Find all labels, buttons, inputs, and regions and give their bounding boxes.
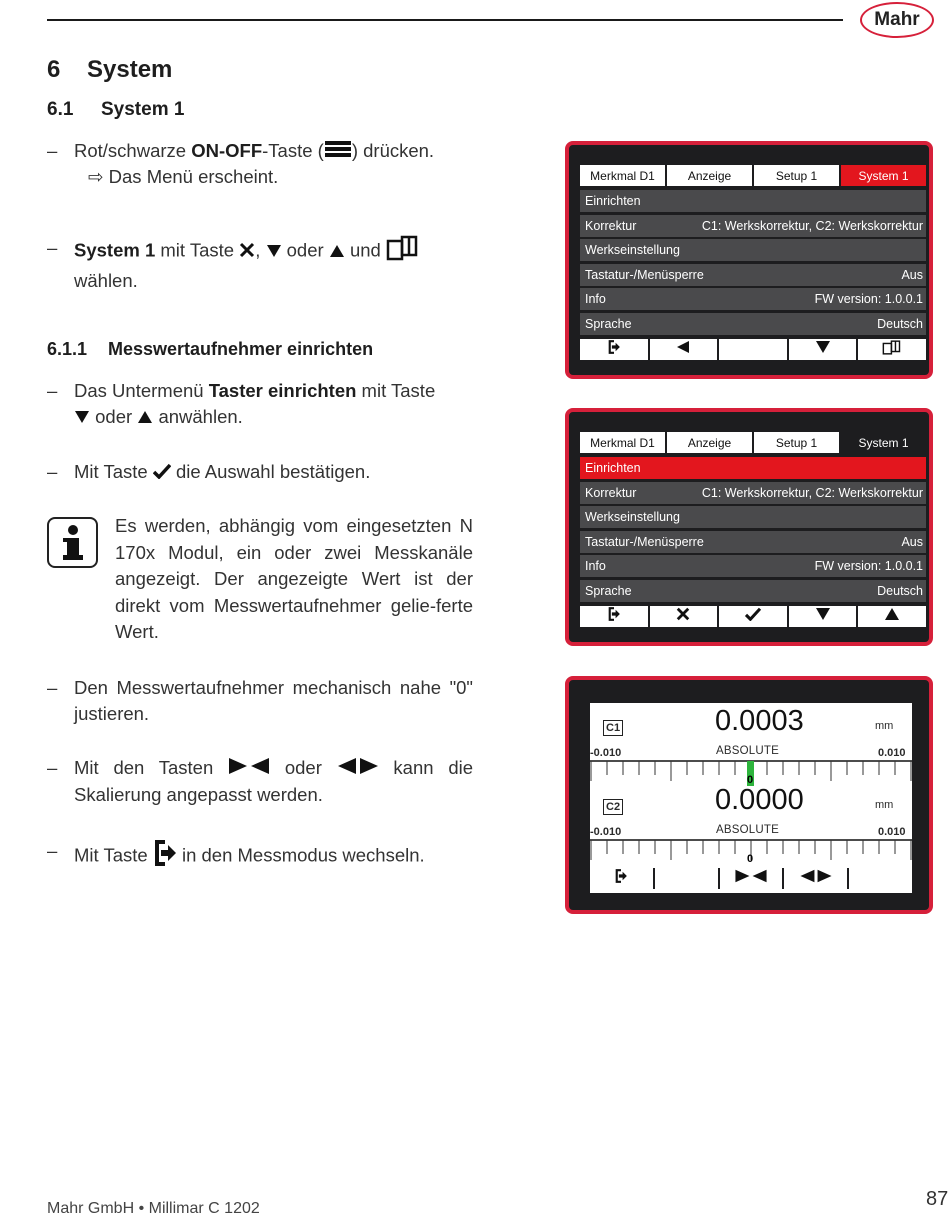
menu-icon [324,139,352,166]
softkey-left[interactable] [650,339,718,360]
step-text: Mit Taste [74,461,153,482]
exit-icon [153,838,177,875]
left-triangle-icon [676,340,690,359]
tab-anzeige[interactable]: Anzeige [667,165,752,186]
step-dash: – [47,140,58,161]
widen-icon [337,756,379,782]
softkey-cancel[interactable] [650,606,718,627]
exit-icon [614,868,628,889]
step-text: oder [270,757,337,778]
row-label: Sprache [585,583,632,598]
menu-row-einrichten[interactable] [580,190,926,212]
section-heading [47,56,172,84]
softkey-blank[interactable] [849,868,912,889]
row-value: FW version: 1.0.0.1 [814,559,923,573]
step-bold: ON-OFF [191,140,263,161]
down-triangle-icon [815,607,831,626]
step-text: mit Taste [155,239,240,261]
row-label: Einrichten [585,194,641,208]
row-value: Aus [901,534,923,549]
row-value: Deutsch [877,316,923,331]
step-dash: – [47,840,58,861]
softkey-bar [590,868,912,889]
channel-1-max: 0.010 [878,747,906,759]
up-triangle-icon [137,405,153,431]
softkey-bar [580,606,926,627]
softkey-down[interactable] [789,606,857,627]
result-arrow-icon: ⇨ [88,166,104,187]
step-measure-mode [47,838,473,875]
row-value: Deutsch [877,583,923,598]
menu-row-werkseinstellung[interactable] [580,506,926,528]
device-screen-measurement [565,676,933,914]
step-on-off [47,138,473,166]
channel-2-zero: 0 [746,853,754,865]
menu-row-sprache[interactable] [580,313,926,335]
row-label: Sprache [585,316,632,331]
step-text: oder [90,406,138,427]
subsection-number: 6.1 [47,99,74,120]
channel-2-min: -0.010 [590,826,622,838]
step-dash: – [47,237,58,258]
menu-row-tastatursperre[interactable] [580,531,926,553]
channel-1-unit: mm [875,720,894,732]
menu-row-werkseinstellung[interactable] [580,239,926,261]
step-dash: – [47,461,58,482]
softkey-bar [580,339,926,360]
row-value: C1: Werkskorrektur, C2: Werkskorrektur [701,218,923,233]
row-value: FW version: 1.0.0.1 [814,292,923,306]
down-triangle-icon [266,239,282,265]
widen-icon [799,869,833,888]
up-triangle-icon [329,239,345,265]
measurement-display [590,703,912,893]
row-label: Tastatur-/Menüsperre [585,267,704,282]
menu-row-tastatursperre[interactable] [580,264,926,286]
softkey-down[interactable] [789,339,857,360]
narrow-icon [228,756,270,782]
channel-2-scale [590,838,912,868]
step-text: und [344,239,386,261]
step-text: die Auswahl bestätigen. [170,461,371,482]
step-dash: – [47,380,58,401]
subsection-title: System 1 [101,99,185,120]
step-text: -Taste ( [262,140,324,161]
tab-setup1[interactable]: Setup 1 [754,165,839,186]
step-system1 [47,235,473,294]
section-title: System [87,56,173,83]
row-label: Korrektur [585,218,637,233]
step-text: in den Messmodus wechseln. [176,844,425,866]
row-label: Tastatur-/Menüsperre [585,534,704,549]
row-value: Aus [901,267,923,282]
step-text: Mit Taste [74,844,153,866]
tab-system1[interactable]: System 1 [841,432,926,453]
softkey-exit[interactable] [580,339,648,360]
channel-1-value: 0.0003 [715,705,804,737]
step-confirm [47,459,473,486]
down-triangle-icon [74,405,90,431]
header-rule [47,19,843,21]
menu-rows [580,457,926,604]
device-screen-einrichten [565,408,933,646]
menu-row-sprache[interactable] [580,580,926,602]
cross-icon [676,607,690,626]
step-text: Das Untermenü [74,380,209,401]
softkey-exit[interactable] [580,606,648,627]
page-number: 87 [926,1188,949,1210]
step-result [88,164,278,190]
logo-text: Mahr [874,9,920,30]
menu-row-korrektur[interactable] [580,215,926,237]
check-icon [744,607,762,626]
step-text: Den Messwertaufnehmer mechanisch nahe "0" justieren. [74,677,473,724]
down-triangle-icon [815,340,831,359]
softkey-widen[interactable] [784,868,847,889]
section-number: 6 [47,56,61,83]
menu-rows [580,190,926,337]
channel-2-mode: ABSOLUTE [716,824,779,836]
softkey-confirm[interactable] [719,606,787,627]
step-bold: System 1 [74,239,156,261]
check-icon [153,460,171,486]
row-label: Werkseinstellung [585,510,680,524]
step-bold: Taster einrichten [208,380,357,401]
row-label: Info [585,292,606,306]
tab-system1[interactable]: System 1 [841,165,926,186]
step-text: ) drücken. [351,140,435,161]
up-triangle-icon [884,607,900,626]
row-label: Werkseinstellung [585,243,680,257]
softkey-blank[interactable] [719,339,787,360]
result-text: Das Menü erscheint. [108,166,279,187]
tab-setup1[interactable]: Setup 1 [754,432,839,453]
step-scaling [47,755,473,808]
channel-1-zero: 0 [746,774,754,786]
step-text: kann die Skalierung angepasst werden. [74,757,474,806]
row-label: Info [585,559,606,573]
channel-2-max: 0.010 [878,826,906,838]
tab-merkmal[interactable]: Merkmal D1 [580,165,665,186]
pages-icon [386,235,420,268]
step-text: wählen. [74,270,138,291]
menu-row-einrichten[interactable] [580,457,926,479]
subsubsection-number: 6.1.1 [47,339,88,359]
exit-icon [607,606,621,627]
row-value: C1: Werkskorrektur, C2: Werkskorrektur [701,485,923,500]
step-text: mit Taste [356,380,436,401]
exit-icon [607,339,621,360]
subsubsection-heading [47,339,373,360]
step-text: Mit den Tasten [74,757,229,778]
softkey-exit[interactable] [590,868,653,889]
pages-icon [882,340,902,360]
row-label: Einrichten [585,461,641,475]
info-icon [47,517,98,568]
channel-1-mode: ABSOLUTE [716,745,779,757]
row-label: Korrektur [585,485,637,500]
channel-2-unit: mm [875,799,894,811]
cross-icon [239,239,255,265]
softkey-narrow[interactable] [720,868,783,889]
softkey-up[interactable] [858,606,926,627]
menu-row-info[interactable] [580,555,926,577]
narrow-icon [734,869,768,888]
channel-2-label: C2 [603,799,623,815]
step-dash: – [47,677,58,698]
step-adjust [47,675,473,727]
tab-anzeige[interactable]: Anzeige [667,432,752,453]
softkey-blank[interactable] [655,868,718,889]
tab-merkmal[interactable]: Merkmal D1 [580,432,665,453]
menu-row-korrektur[interactable] [580,482,926,504]
menu-row-info[interactable] [580,288,926,310]
step-text: oder [281,239,329,261]
step-submenu [47,378,473,431]
channel-2-value: 0.0000 [715,784,804,816]
screen-tabs [580,165,926,186]
mahr-logo [860,2,934,38]
device-screen-system-menu [565,141,933,379]
step-text: anwählen. [153,406,243,427]
subsection-heading [47,99,184,121]
step-dash: – [47,757,58,778]
softkey-pages[interactable] [858,339,926,360]
info-text: Es werden, abhängig vom eingesetzten N 170x Modul, ein oder zwei Messkanäle angezeigt. Der angezeigte Wert ist der direkt vom Messwertaufnehmer gelie-ferte Wert. [115,515,473,642]
channel-1-label: C1 [603,720,623,736]
channel-1-min: -0.010 [590,747,622,759]
subsubsection-title: Messwertaufnehmer einrichten [108,339,374,359]
step-text: Rot/schwarze [74,140,192,161]
footer-text: Mahr GmbH • Millimar C 1202 [47,1200,260,1217]
screen-tabs [580,432,926,453]
step-text: , [255,239,261,261]
